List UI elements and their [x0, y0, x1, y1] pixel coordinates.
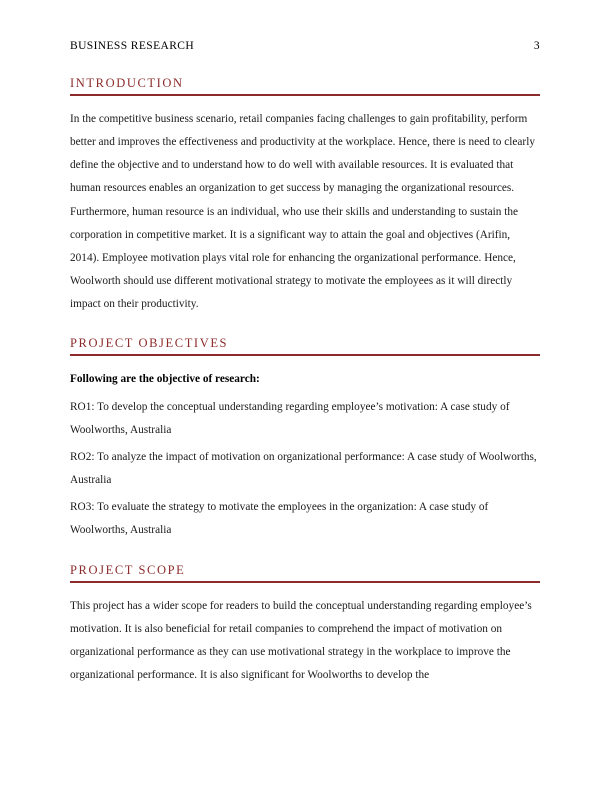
page-number: 3 [533, 40, 540, 52]
objective-item-ro1: RO1: To develop the conceptual understanding regarding employee’s motivation: A case study of Woolworths, Australia [70, 400, 510, 436]
section-heading-project-objectives: PROJECT OBJECTIVES [70, 336, 540, 356]
introduction-paragraph: In the competitive business scenario, retail companies facing challenges to gain profitability, perform better and improves the effectiveness and productivity at the workplace. Hence, there is need to clearly define the objective and to understand how to do well with available resources. It is evaluated that human resources enables an organization to get success by managing the organizational resources. Furthermore, human resource is an individual, who use their skills and understanding to sustain the corporation in competitive market. It is a significant way to attain the goal and objectives (Arifin, 2014). Employee motivation plays vital role for enhancing the organizational performance. Hence, Woolworth should use different motivational strategy to motivate the employees as it will directly impact on their productivity. [70, 113, 535, 311]
project-objectives-section [70, 336, 540, 542]
page-header [70, 40, 540, 52]
section-heading-introduction: INTRODUCTION [70, 76, 540, 96]
objective-item-ro3: RO3: To evaluate the strategy to motivate the employees in the organization: A case study of Woolworths, Australia [70, 501, 489, 537]
introduction-section [70, 76, 540, 316]
objectives-lead-text: Following are the objective of research: [70, 373, 260, 386]
section-heading-project-scope: PROJECT SCOPE [70, 563, 540, 583]
project-scope-section [70, 563, 540, 688]
project-scope-paragraph: This project has a wider scope for readers to build the conceptual understanding regarding employee’s motivation. It is also beneficial for retail companies to comprehend the impact of motivation on organizational performance as they can use motivational strategy in the workplace to improve the organizational performance. It is also significant for Woolworths to develop the [70, 599, 532, 681]
objective-item-ro2: RO2: To analyze the impact of motivation on organizational performance: A case study of Woolworths, Australia [70, 450, 537, 487]
running-head-title: BUSINESS RESEARCH [70, 40, 195, 52]
